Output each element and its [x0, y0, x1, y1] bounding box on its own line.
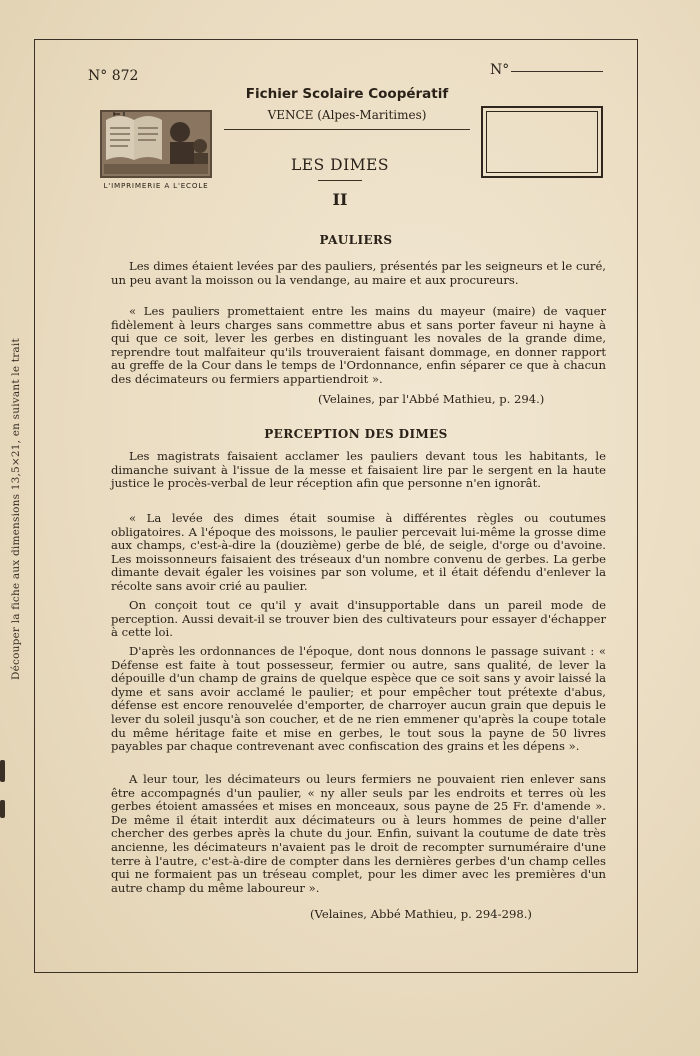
quote-paragraph — [111, 512, 606, 594]
section-heading: PAULIERS — [319, 233, 393, 247]
binding-mark-bottom — [0, 800, 5, 818]
source-citation: (Velaines, par l'Abbé Mathieu, p. 294.) — [318, 392, 545, 406]
publisher-place: VENCE (Alpes-Maritimes) — [267, 108, 427, 122]
document-title: LES DIMES — [290, 156, 389, 174]
section-heading: PERCEPTION DES DIMES — [264, 427, 448, 441]
source-citation: (Velaines, Abbé Mathieu, p. 294-298.) — [310, 907, 532, 921]
paragraph — [111, 260, 606, 287]
logo-caption: L'IMPRIMERIE A L'ECOLE — [103, 181, 209, 190]
document-part: II — [332, 190, 348, 209]
paragraph-text: On conçoit tout ce qu'il y avait d'insupportable dans un pareil mode de perception. Aussi devait-il se trouver bien des cultivateurs pour essayer d'échapper à cette loi. — [111, 598, 606, 640]
paragraph-text: « La levée des dimes était soumise à différentes règles ou coutumes obligatoires. A l'époque des moissons, le paulier percevait lui-même la grosse dime aux champs, c'est-à-dire la (douzième) gerbe de blé, de seigle, d'orge ou d'avoine. Les moissonneurs faisaient des tréseaux d'un nombre convenu de gerbes. La gerbe dimante devait égaler les voisines par son volume, et il était défendu d'enlever la récolte sans avoir crié au paulier. — [111, 511, 606, 593]
quote-paragraph — [111, 305, 606, 387]
binding-mark-top — [0, 760, 5, 782]
paragraph-text: « Les pauliers promettaient entre les mains du mayeur (maire) de vaquer fidèlement à leurs charges sans commettre abus et sans porter faveur ni hayne à qui que ce soit, lever les gerbes en distinguant les novales de la grande dime, reprendre tout malfaiteur qu'ils trouveraient faisant dommage, en donner rapport au greffe de la Cour dans le temps de l'Ordonnance, enfin séparer ce que à chacun des décimateurs ou fermiers appartiendroit ». — [111, 304, 606, 386]
number-blank-label: N° — [490, 62, 510, 78]
header-divider — [224, 129, 470, 130]
title-divider — [318, 180, 362, 181]
paragraph — [111, 773, 606, 895]
paragraph — [111, 450, 606, 491]
paragraph-text: Les magistrats faisaient acclamer les pauliers devant tous les habitants, le dimanche suivant à l'issue de la messe et faisaient lire par le sergent en la haute justice le procès-verbal de leur réception afin que personne n'en ignorât. — [111, 449, 606, 491]
paragraph — [111, 599, 606, 640]
paragraph — [111, 645, 606, 754]
number-blank — [490, 62, 603, 78]
cut-instruction: Découper la fiche aux dimensions 13,5×21, en suivant le trait — [10, 338, 22, 680]
paragraph-text: Les dimes étaient levées par des pauliers, présentés par les seigneurs et le curé, un peu avant la moisson ou la vendange, au maire et aux procureurs. — [111, 259, 606, 287]
number-blank-line — [511, 71, 603, 72]
stamp-box — [481, 106, 603, 178]
publisher-title: Fichier Scolaire Coopératif — [245, 86, 449, 102]
paragraph-text: A leur tour, les décimateurs ou leurs fermiers ne pouvaient rien enlever sans être accompagnés d'un paulier, « ny aller seuls par les endroits et terres où les gerbes étoient amassées et mises en monceaux, sous payne de 25 Fr. d'amende ». De même il était interdit aux décimateurs ou à leurs hommes de peine d'aller chercher des gerbes après la chute du jour. Enfin, suivant la coutume de date très ancienne, les décimateurs n'avaient pas le droit de recompter surnuméraire d'une terre à l'autre, c'est-à-dire de compter dans les dernières gerbes d'un champ celles qui ne formaient pas un tréseau complet, pour les dimer avec les premières d'un autre champ du même laboureur ». — [111, 772, 606, 895]
paragraph-text: D'après les ordonnances de l'époque, dont nous donnons le passage suivant : « Défense est faite à tout possesseur, fermier ou autre, sans qualité, de lever la dépouille d'un champ de grains de quelque espèce que ce soit sans y avoir laissé la dyme et sans avoir acclamé le paulier; et pour empêcher tout prétexte d'abus, défense est encore renouvelée d'emporter, de charroyer aucun grain que depuis le lever du soleil jusqu'à son coucher, et de ne rien emmener qu'après la coupe totale du même héritage faite et mise en gerbes, le tout sous la payne de 50 livres payables par chaque contrevenant avec confiscation des grains et les dépens ». — [111, 644, 606, 754]
card-number: N° 872 — [88, 68, 139, 84]
printing-press-logo-icon — [100, 110, 212, 178]
